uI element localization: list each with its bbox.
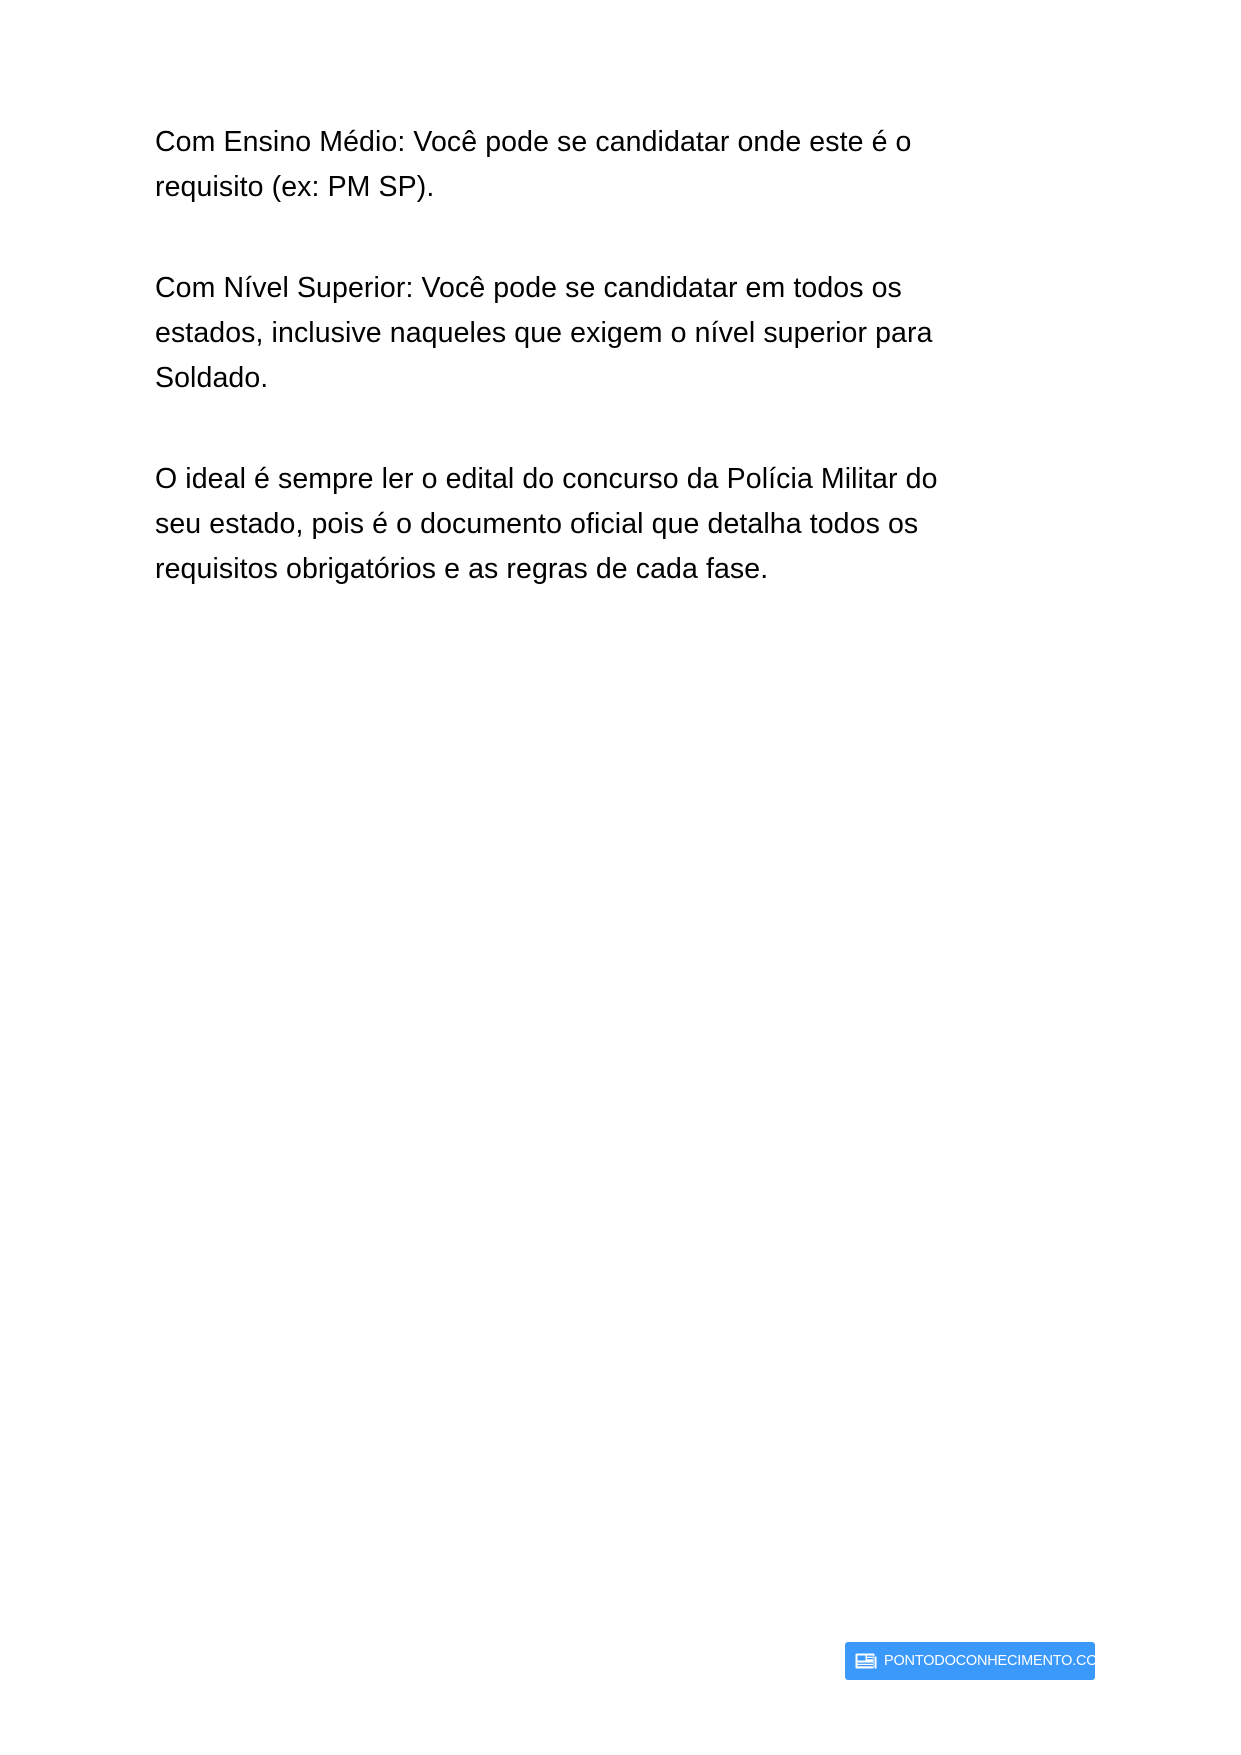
paragraph-edital: O ideal é sempre ler o edital do concurso da Polícia Militar do seu estado, pois é o documento oficial que detalha todos os requisitos obrigatórios e as regras de cada fase. — [155, 463, 938, 585]
paragraph-nivel-superior: Com Nível Superior: Você pode se candidatar em todos os estados, inclusive naqueles que exigem o nível superior para Soldado. — [155, 272, 933, 394]
watermark-label: PONTODOCONHECIMENTO.COM — [884, 1652, 1110, 1669]
watermark-badge[interactable] — [845, 1642, 1110, 1680]
document-body — [155, 120, 965, 592]
newspaper-icon — [851, 1647, 881, 1675]
paragraph-ensino-medio: Com Ensino Médio: Você pode se candidatar onde este é o requisito (ex: PM SP). — [155, 126, 912, 203]
